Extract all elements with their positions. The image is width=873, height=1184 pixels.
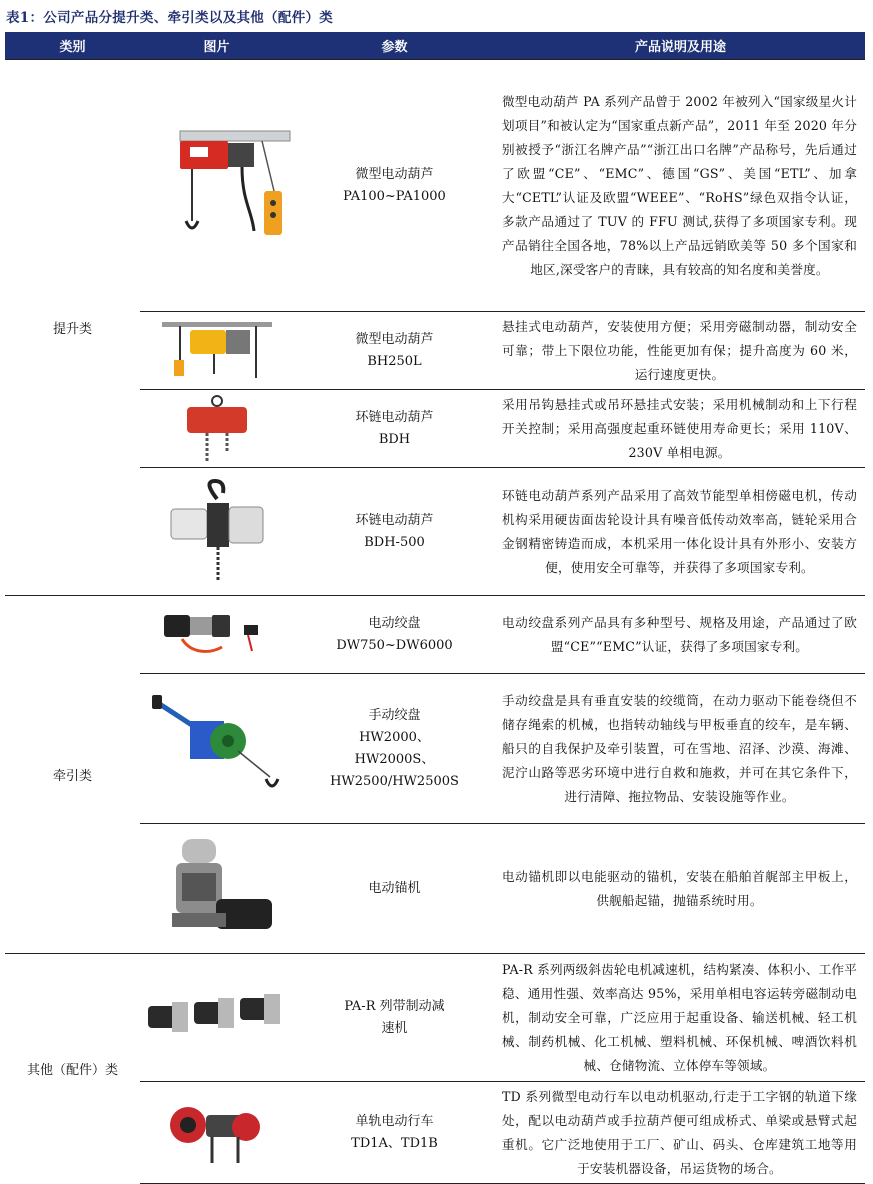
header-params: 参数: [293, 32, 496, 60]
category-other: 其他（配件）类: [5, 954, 140, 1184]
product-description: 微型电动葫芦 PA 系列产品曾于 2002 年被列入“国家级星火计划项目”和被认定为“国家重点新产品”，2011 年至 2020 年分别被授予“浙江名牌产品”“浙江出口名牌”产品称号，先后通过了欧盟“CE”、“EMC”、德国“GS”、美国“ETL”、加拿大“CETL”认证及欧盟“WEEE”、“RoHS”绿色双指令认证，多款产品通过了 TUV 的 FFU 测试,获得了多项国家专利。现产品销往全国各地，78%以上产品远销欧美等 50 多个国家和地区,深受客户的青睐，具有较高的知名度和美誉度。: [496, 60, 865, 312]
product-params-cell: [293, 596, 496, 674]
product-params-cell: [293, 390, 496, 468]
chain-hoist-bdh-icon: [177, 393, 257, 465]
category-traction: 牵引类: [5, 596, 140, 954]
param-line: PA100~PA1000: [343, 188, 446, 204]
product-description: 电动锚机即以电能驱动的锚机，安装在船舶首艉部主甲板上，供舰船起锚，抛锚系统时用。: [496, 824, 865, 954]
product-image-cell: [140, 596, 293, 674]
param-line: 速机: [381, 1020, 408, 1036]
product-description: 电动绞盘系列产品具有多种型号、规格及用途，产品通过了欧盟“CE”“EMC”认证，获得了多项国家专利。: [496, 596, 865, 674]
product-description: TD 系列微型电动行车以电动机驱动,行走于工字钢的轨道下缘处，配以电动葫芦或手拉葫芦便可组成桥式、单梁或悬臂式起重机。它广泛地使用于工厂、矿山、码头、仓库建筑工地等用于安装机器设备，吊运货物的场合。: [496, 1082, 865, 1184]
table-row: [5, 60, 865, 312]
param-line: TD1A、TD1B: [351, 1135, 438, 1151]
param-line: 手动绞盘: [368, 707, 421, 723]
header-image: 图片: [140, 32, 293, 60]
chain-hoist-bdh500-icon: [157, 477, 277, 587]
product-image-cell: [140, 674, 293, 824]
product-description: 手动绞盘是具有垂直安装的绞缆筒，在动力驱动下能卷绕但不储存绳索的机械，也指转动轴线与甲板垂直的绞车，是车辆、船只的自我保护及牵引装置，可在雪地、沼泽、沙漠、海滩、泥泞山路等恶劣环境中进行自救和施救，并可在其它条件下，进行清障、拖拉物品、安装设施等作业。: [496, 674, 865, 824]
mini-electric-hoist-bh-icon: [152, 316, 282, 386]
mini-electric-hoist-pa-icon: [142, 111, 292, 261]
product-description: PA-R 系列两级斜齿轮电机减速机，结构紧凑、体积小、工作平稳、通用性强、效率高达 95%，采用单相电容运转旁磁制动电机，制动安全可靠，广泛应用于起重设备、输送机械、轻工机械、制药机械、化工机械、塑料机械、环保机械、啤酒饮料机械、仓储物流、立体停车等领域。: [496, 954, 865, 1082]
product-table: [5, 32, 865, 1184]
category-lift: 提升类: [5, 60, 140, 596]
table-row: [5, 954, 865, 1082]
param-line: HW2000S、: [354, 751, 435, 767]
product-params-cell: [293, 468, 496, 596]
product-params-cell: [293, 954, 496, 1082]
param-line: BDH: [378, 431, 411, 447]
product-params-cell: [293, 674, 496, 824]
product-params-cell: [293, 1082, 496, 1184]
param-line: 电动绞盘: [368, 615, 421, 631]
param-line: 单轨电动行车: [355, 1113, 434, 1129]
header-description: 产品说明及用途: [496, 32, 865, 60]
param-line: PA-R 列带制动减: [344, 998, 445, 1014]
product-image-cell: [140, 1082, 293, 1184]
product-description: 采用吊钩悬挂式或吊环悬挂式安装；采用机械制动和上下行程开关控制；采用高强度起重环链使用寿命更长；采用 110V、230V 单相电源。: [496, 390, 865, 468]
param-line: BH250L: [367, 353, 422, 369]
electric-winch-icon: [152, 605, 282, 665]
param-line: HW2000、: [359, 729, 430, 745]
product-description: 环链电动葫芦系列产品采用了高效节能型单相傍磁电机，传动机构采用硬齿面齿轮设计具有噪音低传动效率高，链轮采用合金钢精密铸造而成，本机采用一体化设计具有外形小、安装方便，使用安全可靠等，并获得了多项国家专利。: [496, 468, 865, 596]
header-category: 类别: [5, 32, 140, 60]
product-description: 悬挂式电动葫芦，安装使用方便；采用旁磁制动器，制动安全可靠；带上下限位功能，性能更加有保；提升高度为 60 米，运行速度更快。: [496, 312, 865, 390]
table-row: [5, 596, 865, 674]
electric-windlass-icon: [152, 829, 282, 949]
param-line: DW750~DW6000: [336, 637, 453, 653]
param-line: BDH-500: [364, 534, 425, 550]
product-params-cell: [293, 824, 496, 954]
monorail-trolley-icon: [162, 1093, 272, 1173]
param-line: 环链电动葫芦: [355, 409, 434, 425]
product-params-cell: [293, 60, 496, 312]
param-line: HW2500/HW2500S: [330, 773, 459, 789]
param-line: 微型电动葫芦: [355, 331, 434, 347]
product-params-cell: [293, 312, 496, 390]
product-image-cell: [140, 954, 293, 1082]
table-header-row: [5, 32, 865, 60]
param-line: 环链电动葫芦: [355, 512, 434, 528]
gear-reducer-motor-icon: [142, 988, 292, 1048]
table-caption: 表1：公司产品分提升类、牵引类以及其他（配件）类: [6, 10, 334, 26]
param-line: 微型电动葫芦: [355, 166, 434, 182]
hand-winch-icon: [142, 689, 292, 809]
param-line: 电动锚机: [368, 880, 421, 896]
product-image-cell: [140, 468, 293, 596]
product-image-cell: [140, 390, 293, 468]
product-image-cell: [140, 824, 293, 954]
product-image-cell: [140, 60, 293, 312]
product-image-cell: [140, 312, 293, 390]
